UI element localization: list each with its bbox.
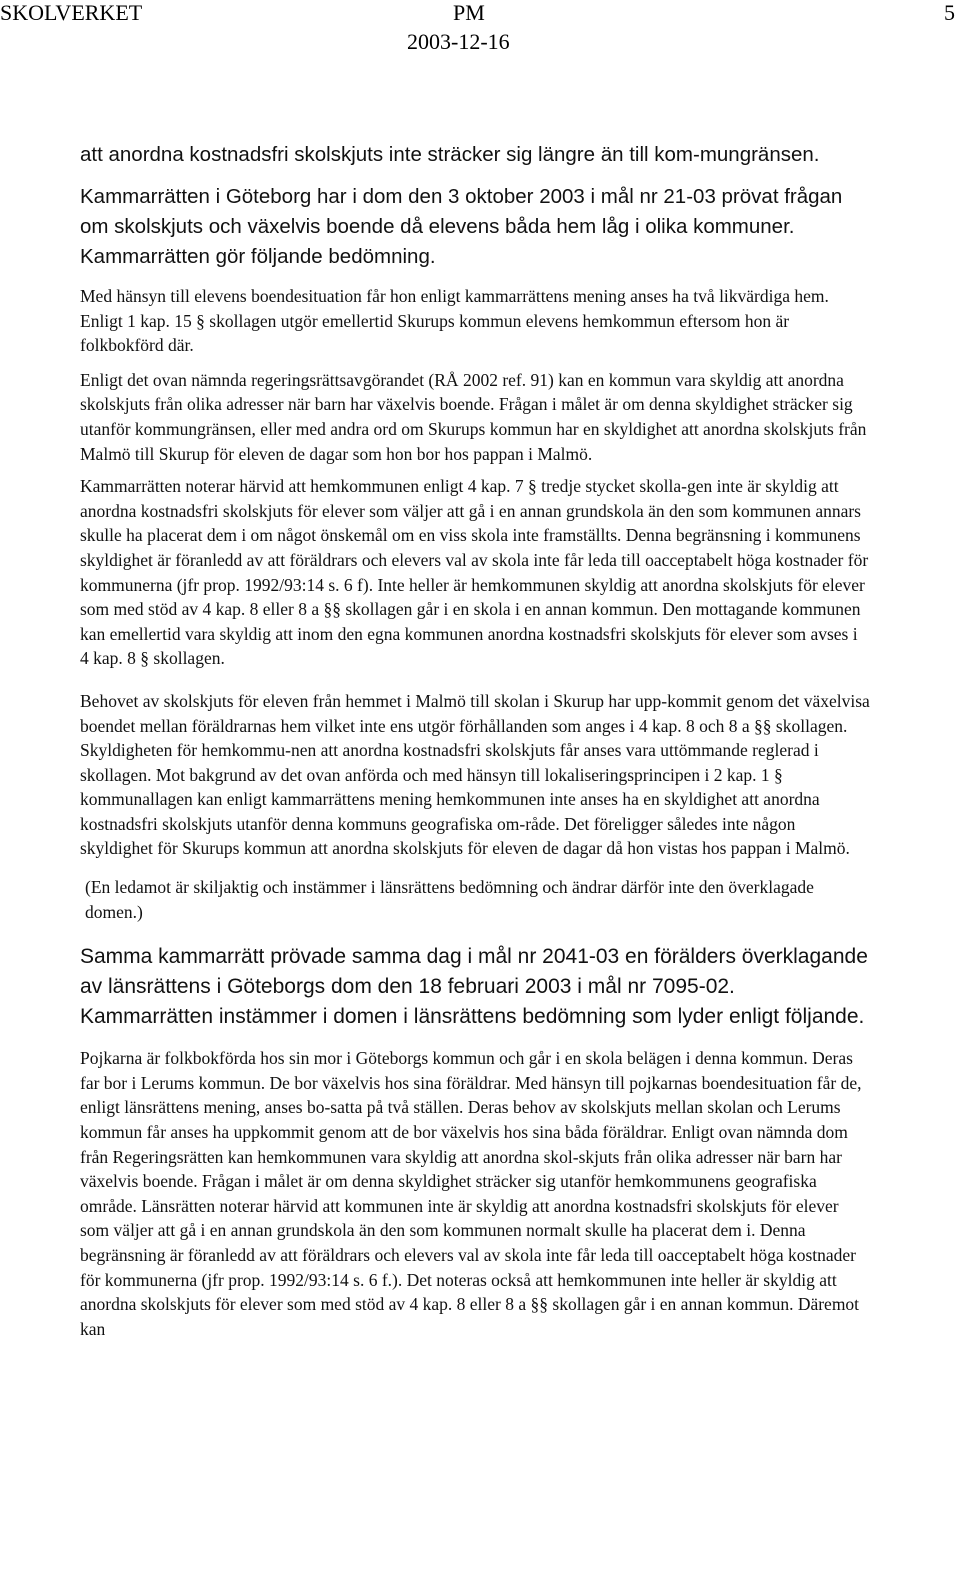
paragraph: Samma kammarrätt prövade samma dag i mål nr 2041-03 en förälders överklagande av länsrättens i Göteborgs dom den 18 februari 2003 i mål nr 7095-02. Kammarrätten instämmer i domen i länsrättens bedömning som lyder enligt följande. [80, 945, 868, 1029]
quoted-paragraph: (En ledamot är skiljaktig och instämmer i länsrättens bedömning och ändrar därför inte den överklagade domen.) [85, 877, 814, 922]
document-body [80, 140, 870, 1341]
quoted-paragraph: Behovet av skolskjuts för eleven från hemmet i Malmö till skolan i Skurup har upp-kommit genom det växelvisa boendet mellan föräldrarnas hem vilket inte ens utgör förhållanden som anges i 4 kap. 8 och 8 a §§ skollagen. Skyldigheten för hemkommu-nen att anordna kostnadsfri skolskjuts får anses vara uttömmande reglerad i skollagen. Mot bakgrund av det ovan anförda och med hänsyn till lokaliseringsprincipen i 2 kap. 1 § kommunallagen kan enligt kammarrättens mening hemkommunen inte anses ha en skyldighet att anordna kostnadsfri skolskjuts utanför denna kommuns geografiska om-råde. Det föreligger således inte någon skyldighet för Skurups kommun att anordna skolskjuts för eleven de dagar då hon vistas hos pappan i Malmö. [80, 690, 870, 859]
quoted-paragraph: Enligt det ovan nämnda regeringsrättsavgörandet (RÅ 2002 ref. 91) kan en kommun vara skyldig att anordna skolskjuts från olika adresser när barn har växelvis boende. Frågan i målet är om denna skyldighet sträcker sig utanför kommungränsen, eller med andra ord om Skurups kommun har en skyldighet att anordna skolskjuts från Malmö till Skurup för eleven de dagar som hon bor hos pappan i Malmö. [80, 369, 867, 464]
document-type: PM [453, 0, 485, 25]
paragraph: Kammarrätten i Göteborg har i dom den 3 oktober 2003 i mål nr 21-03 prövat frågan om skolskjuts och växelvis boende då elevens båda hem låg i olika kommuner. Kammarrätten gör följande bedömning. [80, 185, 843, 268]
document-date: 2003-12-16 [407, 29, 510, 54]
quoted-paragraph: Kammarrätten noterar härvid att hemkommunen enligt 4 kap. 7 § tredje stycket skolla-gen inte är skyldig att anordna kostnadsfri skolskjuts för elever som väljer att gå i en annan grundskola än den som kommunen annars skulle ha placerat dem i om något önskemål om en viss skola inte framställts. Denna begränsning i kommunens skyldighet är föranledd av att föräldrars och elevers val av skola inte får leda till oacceptabelt höga kostnader för kommunerna (jfr prop. 1992/93:14 s. 6 f). Inte heller är hemkommunen skyldig att anordna skolskjuts för elever som med stöd av 4 kap. 8 eller 8 a §§ skollagen går i en skola i en annan kommun. Den mottagande kommunen kan emellertid vara skyldig att inom den egna kommunen anordna kostnadsfri skolskjuts för elever som avses i 4 kap. 8 § skollagen. [80, 476, 869, 669]
quoted-paragraph: Med hänsyn till elevens boendesituation får hon enligt kammarrättens mening anses ha två likvärdiga hem. Enligt 1 kap. 15 § skollagen utgör emellertid Skurups kommun elevens hemkommun eftersom hon är folkbokförd där. [80, 286, 829, 356]
page-number: 5 [944, 0, 955, 25]
organization-name: SKOLVERKET [0, 0, 143, 25]
paragraph: att anordna kostnadsfri skolskjuts inte sträcker sig längre än till kom-mungränsen. [80, 143, 820, 166]
page-header [0, 0, 960, 60]
quoted-paragraph: Pojkarna är folkbokförda hos sin mor i Göteborgs kommun och går i en skola belägen i denna kommun. Deras far bor i Lerums kommun. De bor växelvis hos sina föräldrar. Med hänsyn till pojkarnas boendesituation får de, enligt länsrättens mening, anses bo-satta på två ställen. Deras behov av skolskjuts mellan skolan och Lerums kommun får anses ha uppkommit genom att de bor växelvis hos sina båda föräldrar. Enligt ovan nämnda dom från Regeringsrätten kan hemkommunen vara skyldig att anordna skol-skjuts från olika adresser när barn har växelvis boende. Frågan i målet är om denna skyldighet sträcker sig utanför hemkommunens geografiska område. Länsrätten noterar härvid att kommunen inte är skyldig att anordna kostnadsfri skolskjuts för elever som väljer att gå i en annan grundskola än den som kommunen normalt skulle ha placerat dem i. Denna begränsning är föranledd av att föräldrars och elevers val av skola inte får leda till oacceptabelt höga kostnader för kommunerna (jfr prop. 1992/93:14 s. 6 f.). Det noteras också att hemkommunen inte heller är skyldig att anordna skolskjuts för elever som med stöd av 4 kap. 8 eller 8 a §§ skollagen går i en annan kommun. Däremot kan [80, 1048, 862, 1339]
